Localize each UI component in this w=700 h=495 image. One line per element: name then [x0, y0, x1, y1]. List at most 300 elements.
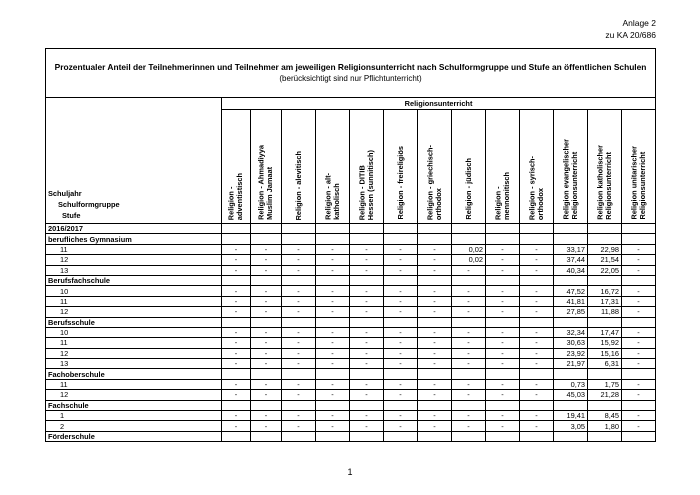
table-cell: -: [520, 421, 554, 431]
empty-cell: [452, 224, 486, 234]
empty-cell: [486, 224, 520, 234]
column-header: [520, 110, 554, 224]
empty-cell: [251, 317, 282, 327]
column-header-label: Religion - syrisch- orthodox: [527, 155, 545, 220]
table-cell: -: [316, 411, 350, 421]
column-header: [452, 110, 486, 224]
table-cell: -: [384, 327, 418, 337]
empty-cell: [588, 369, 622, 379]
empty-cell: [418, 369, 452, 379]
table-cell: -: [251, 265, 282, 275]
table-cell: -: [418, 265, 452, 275]
empty-cell: [622, 275, 656, 285]
table-cell: -: [251, 338, 282, 348]
table-cell: -: [222, 307, 251, 317]
table-row: [46, 421, 656, 431]
grade-label: 11: [46, 296, 222, 306]
empty-cell: [486, 400, 520, 410]
column-header: [588, 110, 622, 224]
table-cell: -: [486, 421, 520, 431]
table-row: [46, 379, 656, 389]
table-cell: 1,80: [588, 421, 622, 431]
empty-cell: [588, 400, 622, 410]
table-cell: -: [384, 286, 418, 296]
column-header-label: Religion - freireligiös: [395, 146, 405, 220]
table-cell: -: [350, 359, 384, 369]
table-cell: -: [316, 327, 350, 337]
column-header: [486, 110, 520, 224]
table-cell: -: [520, 338, 554, 348]
table-cell: -: [384, 379, 418, 389]
empty-cell: [384, 400, 418, 410]
school-year-label: 2016/2017: [46, 224, 222, 234]
table-cell: -: [316, 286, 350, 296]
table-title-main: Prozentualer Anteil der Teilnehmerinnen und Teilnehmer am jeweiligen Religionsunterricht nach Schulformgruppe und Stufe an öffentlichen Schulen: [54, 62, 647, 72]
empty-cell: [622, 400, 656, 410]
table-cell: -: [316, 348, 350, 358]
grade-label: 12: [46, 307, 222, 317]
empty-cell: [282, 275, 316, 285]
table-cell: 47,52: [554, 286, 588, 296]
table-cell: 22,98: [588, 244, 622, 254]
column-header: [554, 110, 588, 224]
table-row: [46, 338, 656, 348]
table-cell: 27,85: [554, 307, 588, 317]
empty-cell: [350, 369, 384, 379]
table-cell: -: [486, 327, 520, 337]
table-cell: -: [316, 421, 350, 431]
table-cell: -: [418, 390, 452, 400]
table-cell: -: [350, 338, 384, 348]
table-cell: -: [622, 244, 656, 254]
group-row: [46, 369, 656, 379]
empty-cell: [384, 317, 418, 327]
table-cell: -: [222, 379, 251, 389]
table-cell: 15,16: [588, 348, 622, 358]
table-cell: 6,31: [588, 359, 622, 369]
table-cell: -: [418, 244, 452, 254]
table-cell: -: [350, 307, 384, 317]
table-cell: -: [622, 390, 656, 400]
column-header-label: Religion - alevitisch: [293, 150, 303, 220]
table-cell: 21,54: [588, 255, 622, 265]
table-cell: -: [251, 421, 282, 431]
column-header-label: Religion evangelischer Religionsunterricht: [561, 139, 579, 220]
table-cell: -: [384, 255, 418, 265]
empty-cell: [554, 234, 588, 244]
empty-cell: [622, 224, 656, 234]
table-row: [46, 265, 656, 275]
empty-cell: [622, 431, 656, 441]
grade-label: 12: [46, 390, 222, 400]
table-cell: -: [486, 390, 520, 400]
table-cell: -: [384, 411, 418, 421]
table-cell: -: [520, 255, 554, 265]
table-cell: -: [251, 379, 282, 389]
empty-cell: [520, 275, 554, 285]
table-cell: -: [282, 244, 316, 254]
table-cell: -: [350, 296, 384, 306]
empty-cell: [316, 224, 350, 234]
empty-cell: [384, 369, 418, 379]
table-cell: 33,17: [554, 244, 588, 254]
table-cell: 0,02: [452, 244, 486, 254]
empty-cell: [222, 400, 251, 410]
table-cell: -: [452, 286, 486, 296]
table-cell: 15,92: [588, 338, 622, 348]
table-row: [46, 348, 656, 358]
table-cell: -: [222, 265, 251, 275]
table-cell: -: [418, 307, 452, 317]
empty-cell: [316, 275, 350, 285]
group-header-row: [46, 98, 656, 110]
table-cell: -: [452, 338, 486, 348]
table-cell: 3,05: [554, 421, 588, 431]
empty-cell: [622, 317, 656, 327]
table-cell: -: [486, 286, 520, 296]
table-cell: 1,75: [588, 379, 622, 389]
table-cell: -: [350, 286, 384, 296]
empty-cell: [520, 234, 554, 244]
table-cell: -: [251, 327, 282, 337]
empty-cell: [554, 369, 588, 379]
empty-cell: [316, 234, 350, 244]
annex-document-ref: zu KA 20/686: [605, 30, 656, 40]
table-row: [46, 390, 656, 400]
table-cell: -: [384, 348, 418, 358]
table-cell: 0,02: [452, 255, 486, 265]
empty-cell: [384, 224, 418, 234]
empty-cell: [384, 234, 418, 244]
column-header-label: Religion - griechisch- orthodox: [425, 144, 443, 220]
group-row: [46, 400, 656, 410]
table-cell: -: [418, 421, 452, 431]
table-cell: -: [316, 307, 350, 317]
group-row: [46, 275, 656, 285]
table-cell: 19,41: [554, 411, 588, 421]
table-title: [46, 49, 656, 98]
table-cell: -: [282, 255, 316, 265]
table-cell: 16,72: [588, 286, 622, 296]
empty-cell: [222, 234, 251, 244]
school-form-group-label: berufliches Gymnasium: [46, 234, 222, 244]
grade-label: 12: [46, 255, 222, 265]
grade-label: 11: [46, 244, 222, 254]
group-row: [46, 317, 656, 327]
table-cell: -: [418, 379, 452, 389]
table-cell: -: [350, 411, 384, 421]
column-header: [384, 110, 418, 224]
empty-cell: [486, 275, 520, 285]
table-cell: -: [251, 244, 282, 254]
empty-cell: [418, 234, 452, 244]
annex-reference: [605, 17, 656, 41]
table-cell: -: [222, 359, 251, 369]
column-header-label: Religion - DITIB Hessen (sunnitisch): [357, 149, 375, 220]
table-cell: -: [222, 327, 251, 337]
table-cell: -: [622, 255, 656, 265]
column-header: [251, 110, 282, 224]
empty-cell: [520, 224, 554, 234]
table-cell: -: [418, 348, 452, 358]
table-cell: -: [622, 338, 656, 348]
table-cell: -: [251, 359, 282, 369]
empty-cell: [350, 400, 384, 410]
column-header-label: Religion - adventistisch: [226, 172, 244, 220]
table-cell: -: [384, 265, 418, 275]
table-cell: 23,92: [554, 348, 588, 358]
table-cell: -: [222, 390, 251, 400]
table-cell: -: [222, 296, 251, 306]
table-cell: -: [350, 265, 384, 275]
table-cell: -: [316, 390, 350, 400]
annex-label: Anlage 2: [622, 18, 656, 28]
table-cell: -: [251, 307, 282, 317]
empty-cell: [316, 400, 350, 410]
empty-cell: [251, 369, 282, 379]
empty-cell: [251, 275, 282, 285]
empty-cell: [588, 317, 622, 327]
table-cell: -: [316, 359, 350, 369]
table-cell: -: [316, 265, 350, 275]
empty-cell: [452, 317, 486, 327]
group-row: [46, 431, 656, 441]
empty-cell: [588, 275, 622, 285]
empty-cell: [251, 431, 282, 441]
empty-cell: [350, 431, 384, 441]
table-cell: -: [452, 411, 486, 421]
table-row: [46, 307, 656, 317]
column-header: [622, 110, 656, 224]
table-cell: -: [486, 265, 520, 275]
table-cell: -: [384, 421, 418, 431]
table-cell: -: [222, 255, 251, 265]
table-cell: -: [520, 379, 554, 389]
table-cell: -: [418, 255, 452, 265]
empty-cell: [486, 317, 520, 327]
table-cell: -: [418, 296, 452, 306]
table-cell: -: [222, 411, 251, 421]
empty-cell: [316, 369, 350, 379]
table-cell: -: [350, 348, 384, 358]
empty-cell: [222, 369, 251, 379]
table-cell: -: [350, 327, 384, 337]
column-header-label: Religion - jüdisch: [463, 158, 473, 220]
column-header: [222, 110, 251, 224]
table-cell: 21,97: [554, 359, 588, 369]
empty-cell: [282, 234, 316, 244]
table-cell: -: [316, 244, 350, 254]
table-cell: -: [622, 359, 656, 369]
corner-label-schuljahr: Schuljahr: [48, 189, 82, 198]
table-cell: -: [251, 390, 282, 400]
empty-cell: [316, 431, 350, 441]
empty-cell: [452, 369, 486, 379]
table-cell: -: [282, 286, 316, 296]
table-cell: -: [282, 348, 316, 358]
empty-cell: [251, 224, 282, 234]
column-header: [350, 110, 384, 224]
empty-cell: [554, 224, 588, 234]
column-header: [282, 110, 316, 224]
empty-cell: [316, 317, 350, 327]
empty-cell: [418, 224, 452, 234]
empty-cell: [222, 317, 251, 327]
table-cell: -: [452, 390, 486, 400]
school-form-group-label: Berufsfachschule: [46, 275, 222, 285]
empty-cell: [350, 317, 384, 327]
table-cell: -: [622, 379, 656, 389]
table-cell: -: [520, 286, 554, 296]
table-cell: -: [520, 411, 554, 421]
empty-cell: [622, 369, 656, 379]
table-cell: -: [350, 390, 384, 400]
school-form-group-label: Berufsschule: [46, 317, 222, 327]
table-cell: -: [222, 286, 251, 296]
table-cell: -: [282, 411, 316, 421]
table-cell: -: [486, 338, 520, 348]
table-cell: -: [520, 244, 554, 254]
table-cell: -: [452, 421, 486, 431]
table-cell: -: [452, 348, 486, 358]
table-cell: -: [251, 255, 282, 265]
table-cell: -: [520, 265, 554, 275]
empty-cell: [418, 317, 452, 327]
table-cell: -: [622, 307, 656, 317]
table-cell: -: [282, 296, 316, 306]
table-cell: 37,44: [554, 255, 588, 265]
school-form-group-label: Förderschule: [46, 431, 222, 441]
table-row: [46, 327, 656, 337]
table-cell: 41,81: [554, 296, 588, 306]
table-cell: -: [222, 338, 251, 348]
table-cell: -: [622, 327, 656, 337]
year-row: [46, 224, 656, 234]
column-header-label: Religion - alt- katholisch: [323, 173, 341, 220]
table-cell: -: [384, 307, 418, 317]
empty-cell: [520, 369, 554, 379]
empty-cell: [588, 234, 622, 244]
table-cell: -: [418, 411, 452, 421]
table-cell: -: [486, 348, 520, 358]
empty-cell: [282, 317, 316, 327]
empty-cell: [588, 431, 622, 441]
column-header-label: Religion unitarischer Religionsunterricht: [629, 146, 647, 220]
empty-cell: [486, 369, 520, 379]
table-cell: -: [350, 421, 384, 431]
table-cell: -: [520, 296, 554, 306]
table-cell: 17,31: [588, 296, 622, 306]
grade-label: 1: [46, 411, 222, 421]
grade-label: 13: [46, 265, 222, 275]
table-row: [46, 244, 656, 254]
group-row: [46, 234, 656, 244]
religion-table: [45, 48, 656, 442]
grade-label: 2: [46, 421, 222, 431]
table-cell: -: [282, 265, 316, 275]
table-cell: 30,63: [554, 338, 588, 348]
table-cell: -: [486, 411, 520, 421]
table-cell: -: [251, 296, 282, 306]
table-cell: -: [251, 286, 282, 296]
empty-cell: [486, 431, 520, 441]
table-cell: 17,47: [588, 327, 622, 337]
page-number: 1: [347, 467, 353, 477]
table-row: [46, 286, 656, 296]
empty-cell: [418, 431, 452, 441]
table-cell: -: [282, 359, 316, 369]
table-cell: -: [622, 296, 656, 306]
empty-cell: [554, 275, 588, 285]
empty-cell: [282, 400, 316, 410]
table-cell: -: [622, 421, 656, 431]
grade-label: 10: [46, 327, 222, 337]
table-cell: -: [282, 307, 316, 317]
empty-cell: [350, 275, 384, 285]
table-cell: -: [316, 379, 350, 389]
table-cell: 40,34: [554, 265, 588, 275]
empty-cell: [222, 275, 251, 285]
grade-label: 10: [46, 286, 222, 296]
empty-cell: [282, 431, 316, 441]
table-cell: -: [222, 244, 251, 254]
school-form-group-label: Fachschule: [46, 400, 222, 410]
table-cell: -: [452, 379, 486, 389]
table-cell: -: [350, 379, 384, 389]
table-cell: -: [452, 359, 486, 369]
table-title-sub: (berücksichtigt sind nur Pflichtunterricht): [279, 74, 422, 83]
empty-cell: [418, 275, 452, 285]
empty-cell: [520, 317, 554, 327]
title-row: [46, 49, 656, 98]
empty-cell: [282, 224, 316, 234]
empty-cell: [222, 431, 251, 441]
table-cell: 45,03: [554, 390, 588, 400]
column-header-label: Religion - mennonitisch: [493, 171, 511, 220]
table-cell: -: [520, 390, 554, 400]
empty-cell: [554, 317, 588, 327]
grade-label: 13: [46, 359, 222, 369]
table-cell: -: [282, 390, 316, 400]
empty-cell: [622, 234, 656, 244]
table-cell: -: [486, 359, 520, 369]
table-cell: 0,73: [554, 379, 588, 389]
empty-cell: [554, 400, 588, 410]
table-row: [46, 296, 656, 306]
table-cell: 21,28: [588, 390, 622, 400]
table-cell: -: [486, 255, 520, 265]
table-cell: -: [350, 244, 384, 254]
corner-label-schulformgruppe: Schulformgruppe: [58, 200, 120, 209]
empty-cell: [222, 224, 251, 234]
table-cell: -: [520, 359, 554, 369]
empty-cell: [282, 369, 316, 379]
empty-cell: [452, 234, 486, 244]
table-cell: -: [452, 265, 486, 275]
table-cell: -: [251, 348, 282, 358]
empty-cell: [520, 400, 554, 410]
row-header-corner: [46, 98, 222, 224]
table-cell: -: [622, 411, 656, 421]
grade-label: 11: [46, 338, 222, 348]
table-cell: -: [418, 327, 452, 337]
school-form-group-label: Fachoberschule: [46, 369, 222, 379]
empty-cell: [350, 224, 384, 234]
empty-cell: [350, 234, 384, 244]
table-cell: -: [452, 296, 486, 306]
table-row: [46, 359, 656, 369]
empty-cell: [452, 431, 486, 441]
